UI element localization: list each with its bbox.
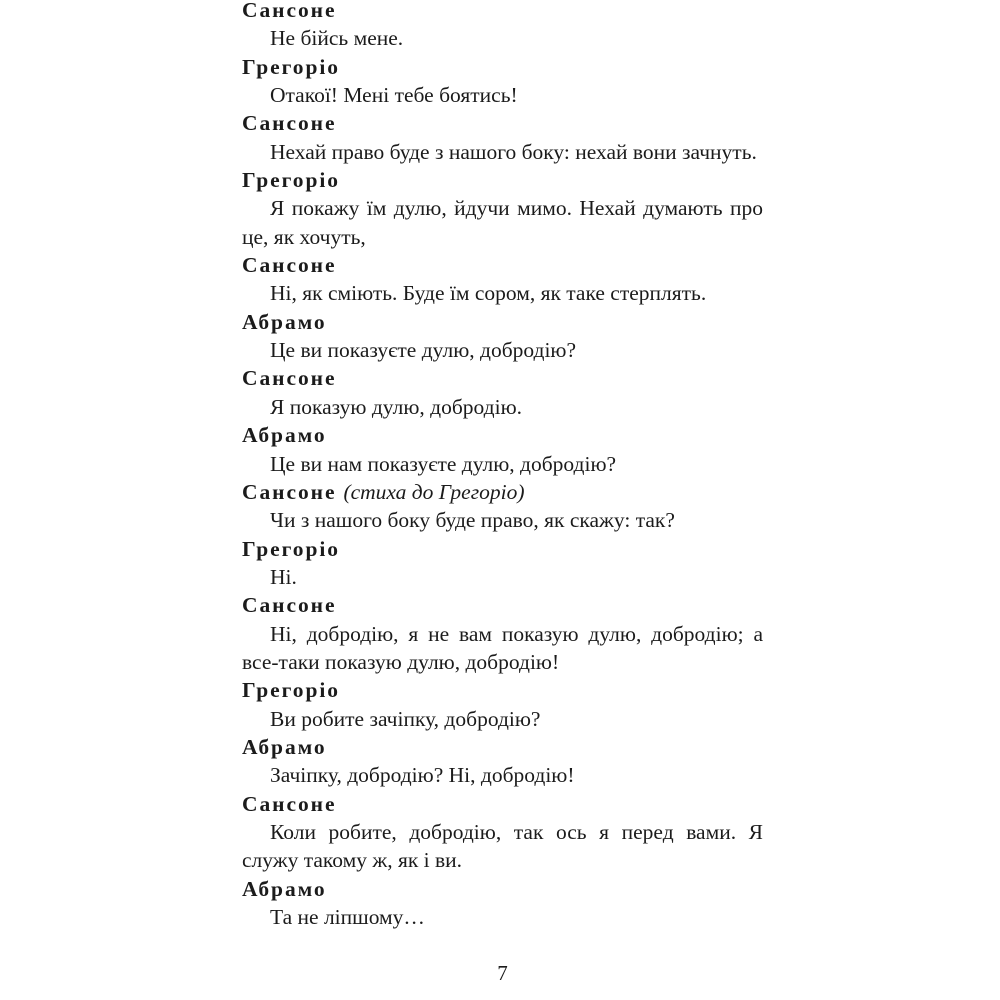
dialogue-entry	[242, 0, 763, 53]
speaker-name: Сансоне	[242, 593, 337, 618]
speaker-name: Грегоріо	[242, 536, 340, 561]
dialogue-text: Ви робите зачіпку, добродію?	[270, 706, 541, 731]
dialogue-entry	[242, 109, 763, 166]
dialogue-entry	[242, 535, 763, 592]
speaker-name: Абрамо	[242, 423, 327, 448]
speaker-line	[242, 790, 763, 818]
speaker-line	[242, 166, 763, 194]
dialogue-entry	[242, 733, 763, 790]
speaker-name: Грегоріо	[242, 678, 340, 703]
dialogue-block	[242, 0, 763, 931]
speaker-line	[242, 109, 763, 137]
page-number: 7	[497, 961, 508, 985]
dialogue-entry	[242, 166, 763, 251]
dialogue-text: Коли робите, добродію, так ось я перед вами. Я служу такому ж, як і ви.	[242, 819, 763, 873]
speaker-name: Сансоне	[242, 0, 337, 22]
speaker-name: Абрамо	[242, 876, 327, 901]
dialogue-text: Отакої! Мені тебе боятись!	[270, 83, 518, 108]
speaker-line	[242, 875, 763, 903]
speaker-line	[242, 591, 763, 619]
speaker-line	[242, 251, 763, 279]
dialogue-text: Ні, добродію, я не вам показую дулю, добродію; а все-таки показую дулю, добродію!	[242, 621, 763, 674]
dialogue-entry	[242, 251, 763, 308]
dialogue-text: Ні, як сміють. Буде їм сором, як таке стерплять.	[270, 281, 707, 306]
speaker-name: Сансоне	[242, 479, 337, 504]
speaker-line	[242, 676, 763, 704]
speaker-line	[242, 0, 763, 24]
dialogue-text: Чи з нашого боку буде право, як скажу: так?	[270, 508, 675, 533]
dialogue-text: Зачіпку, добродію? Ні, добродію!	[270, 763, 575, 788]
dialogue-entry	[242, 308, 763, 365]
dialogue-text: Я показую дулю, добродію.	[270, 394, 523, 419]
dialogue-text: Це ви нам показуєте дулю, добродію?	[270, 451, 617, 476]
speaker-name: Грегоріо	[242, 54, 340, 79]
speaker-name: Сансоне	[242, 111, 337, 136]
dialogue-entry	[242, 591, 763, 676]
speaker-name: Абрамо	[242, 734, 327, 759]
dialogue-text: Нехай право буде з нашого боку: нехай вони зачнуть.	[270, 139, 757, 164]
stage-direction: (стиха до Грегоріо)	[343, 479, 525, 504]
speaker-line	[242, 421, 763, 449]
dialogue-entry	[242, 364, 763, 421]
speaker-name: Сансоне	[242, 791, 337, 816]
dialogue-entry	[242, 875, 763, 932]
dialogue-entry	[242, 53, 763, 110]
speaker-name: Сансоне	[242, 253, 337, 278]
dialogue-entry	[242, 478, 763, 535]
speaker-line	[242, 535, 763, 563]
speaker-name: Сансоне	[242, 366, 337, 391]
dialogue-entry	[242, 790, 763, 875]
speaker-line	[242, 733, 763, 761]
speaker-name: Грегоріо	[242, 168, 340, 193]
speaker-line	[242, 53, 763, 81]
dialogue-text: Не бійсь мене.	[270, 26, 404, 51]
dialogue-text: Ні.	[270, 564, 297, 589]
speaker-name: Абрамо	[242, 309, 327, 334]
speaker-line	[242, 478, 763, 506]
dialogue-text: Це ви показуєте дулю, добродію?	[270, 338, 577, 363]
speaker-line	[242, 308, 763, 336]
dialogue-text: Та не ліпшому…	[270, 905, 425, 929]
dialogue-entry	[242, 676, 763, 733]
dialogue-entry	[242, 421, 763, 478]
speaker-line	[242, 364, 763, 392]
dialogue-text: Я покажу їм дулю, йдучи мимо. Нехай думають про це, як хочуть,	[242, 196, 763, 249]
